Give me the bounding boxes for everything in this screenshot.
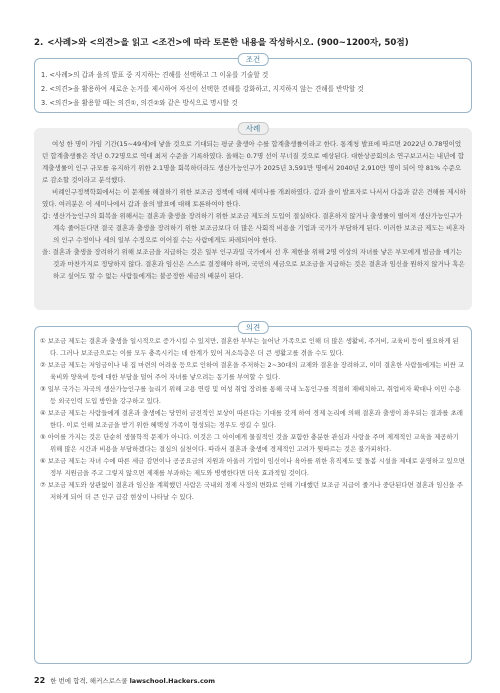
opinion-item: ② 보조금 제도는 저임금이나 내 집 마련의 어려움 등으로 인하여 결혼을 주저하는 2~30대의 교제와 결혼을 장려하고, 이미 결혼한 사람들에게는 비싼 교육비와 양육비 등에 대한 부담을 덜어 주어 자녀를 낳으려는 동기를 부여할 수 있다.	[40, 361, 464, 381]
case-view-gap: 갑: 생산가능인구의 회복을 위해서는 결혼과 출생을 장려하기 위한 보조금 제도의 도입이 절실하다. 결혼하지 않거나 출생률이 떨어져 생산가능인구가 계속 줄어든다면 결국 결혼과 출생을 장려하기 위한 보조금보다 더 많은 사회적 비용을 기업과 국가가 부담하게 된다. 이러한 보조금 제도는 비혼자의 인구 수정이나 세의 일부 수정으로 이어질 수는 사람에게도 파레되어야 한다.	[42, 212, 465, 244]
opinions-tag: 의견	[238, 321, 269, 334]
opinion-item: ③ 일부 국가는 자국의 생산가능인구를 늘리기 위해 고용 연령 및 여성 취업 장려를 통해 국내 노동인구를 적절히 재배치하고, 취업비자 확대나 이민 수용 등 외국인력 도입 방안을 강구하고 있다.	[40, 385, 461, 405]
opinion-item: ④ 보조금 제도는 사람들에게 결혼과 출생에는 당연히 금전적인 보상이 따른다는 기대를 갖게 하여 경제 논리에 의해 결혼과 출생이 좌우되는 결과를 초래한다. 이로 인해 보조금을 받기 위한 혜택성 가족이 형성되는 경우도 생길 수 있다.	[40, 409, 463, 429]
opinion-item: ⑤ 아이를 가지는 것은 단순히 생물학적 문제가 아니다. 이것은 그 아이에게 물질적인 것을 포함한 충분한 관심과 사랑을 주며 제계적인 교육을 제공하기 위해 많은 시간과 비용을 부담하겠다는 결심의 실천이다. 따라서 결혼과 출생에 경제적인 고려가 뒷따르는 것은 불가피하다.	[40, 433, 459, 453]
case-paragraph: 비례인구정책학회에서는 이 문제를 해결하기 위한 보조금 정책에 대해 세미나를 개최하였다. 갑과 을이 발표자로 나서서 다음과 같은 견해를 제시하였다. 여러분은 이 세미나에서 갑과 을의 발표에 대해 토론하여야 한다.	[42, 188, 466, 208]
opinion-item: ① 보조금 제도는 결혼과 출생을 일시적으로 증가시킬 수 있지만, 결혼한 부부는 늘어난 가족으로 인해 더 많은 생활비, 주거비, 교육비 등이 필요하게 된다. 그러나 보조금으로는 이를 모두 충족시키는 데 한계가 있어 저소득층은 더 큰 생활고를 겪을 수도 있다.	[40, 337, 459, 357]
case-box	[34, 124, 472, 310]
opinions-list	[40, 335, 466, 503]
case-view-eul: 을: 결혼과 출생을 장려하기 위해 보조금을 지급하는 것은 일부 인구과밀 국가에서 선 후 제한을 위해 2명 이상의 자녀를 낳은 부모에게 벌금을 매기는 것과 마찬가지로 정당하지 않다. 결혼과 임신은 스스로 결정해야 하며, 국민의 세금으로 보조금을 지급하는 것은 결혼과 임신을 원하지 않거나 혹은 하고 싶어도 할 수 없는 사람들에게는 불공정한 세금의 배분이 된다.	[42, 248, 465, 280]
opinion-item: ⑦ 보조금 제도와 상관없이 결혼과 임신을 계획했던 사람은 국내외 경제 사정의 변화로 인해 기대했던 보조금 지급이 줄거나 중단된다면 결혼과 임신을 주저하게 되어 더 큰 인구 급감 현상이 나타날 수 있다.	[40, 481, 463, 501]
conditions-box	[34, 55, 472, 113]
conditions-list	[41, 68, 465, 110]
question-number: 2.	[34, 38, 44, 48]
condition-item: 2. <의견>을 활용하여 새로운 논거를 제시하여 자신이 선택한 견해를 강화하고, 지지하지 않는 견해를 반박할 것	[41, 85, 364, 93]
case-tag: 사례	[238, 122, 269, 135]
question-text: <사례>와 <의견>을 읽고 <조건>에 따라 토론한 내용을 작성하시오. (900~1200자, 50점)	[47, 38, 409, 48]
condition-item: 1. <사례>의 갑과 을의 발표 중 지지하는 견해를 선택하고 그 이유를 기술할 것	[41, 71, 269, 79]
conditions-tag: 조건	[238, 53, 269, 66]
condition-item: 3. <의견>을 활용할 때는 의견①, 의견②와 같은 방식으로 명시할 것	[41, 99, 238, 107]
page-footer	[34, 676, 215, 685]
question-title	[34, 36, 474, 48]
case-body	[42, 138, 466, 282]
opinions-box	[34, 323, 472, 664]
footer-site: lawschool.Hackers.com	[129, 677, 216, 685]
opinion-item: ⑥ 보조금 제도는 자녀 수에 따른 세금 감면이나 공공요금의 지원과 아울러 기업이 임신이나 육아를 위한 휴직제도 및 돌봄 시설을 제대로 운영하고 있으면 정부 지원금을 주고 그렇지 않으면 제재를 부과하는 제도와 병행한다면 더욱 효과적일 것이다.	[40, 457, 465, 477]
page-number: 22	[34, 676, 46, 685]
case-paragraph: 여성 한 명이 가임 기간(15~49세)에 낳을 것으로 기대되는 평균 출생아 수를 합계출생률이라고 한다. 통계청 발표에 따르면 2022년 0.78명이었던 합계출생률은 작년 0.72명으로 역대 최저 수준을 기록하였다. 올해는 0.7명 선이 무너질 것으로 예상된다. 대한상공회의소 연구보고서는 내년에 합계출생률이 인구 규모를 유지하기 위한 2.1명을 회복하더라도 생산가능인구가 2025년 3,591만 명에서 2040년 2,910만 명이 되어 약 81% 수준으로 감소할 것이라고 분석했다.	[42, 140, 464, 184]
footer-text: 한 번에 합격, 해커스로스쿨	[50, 677, 128, 685]
